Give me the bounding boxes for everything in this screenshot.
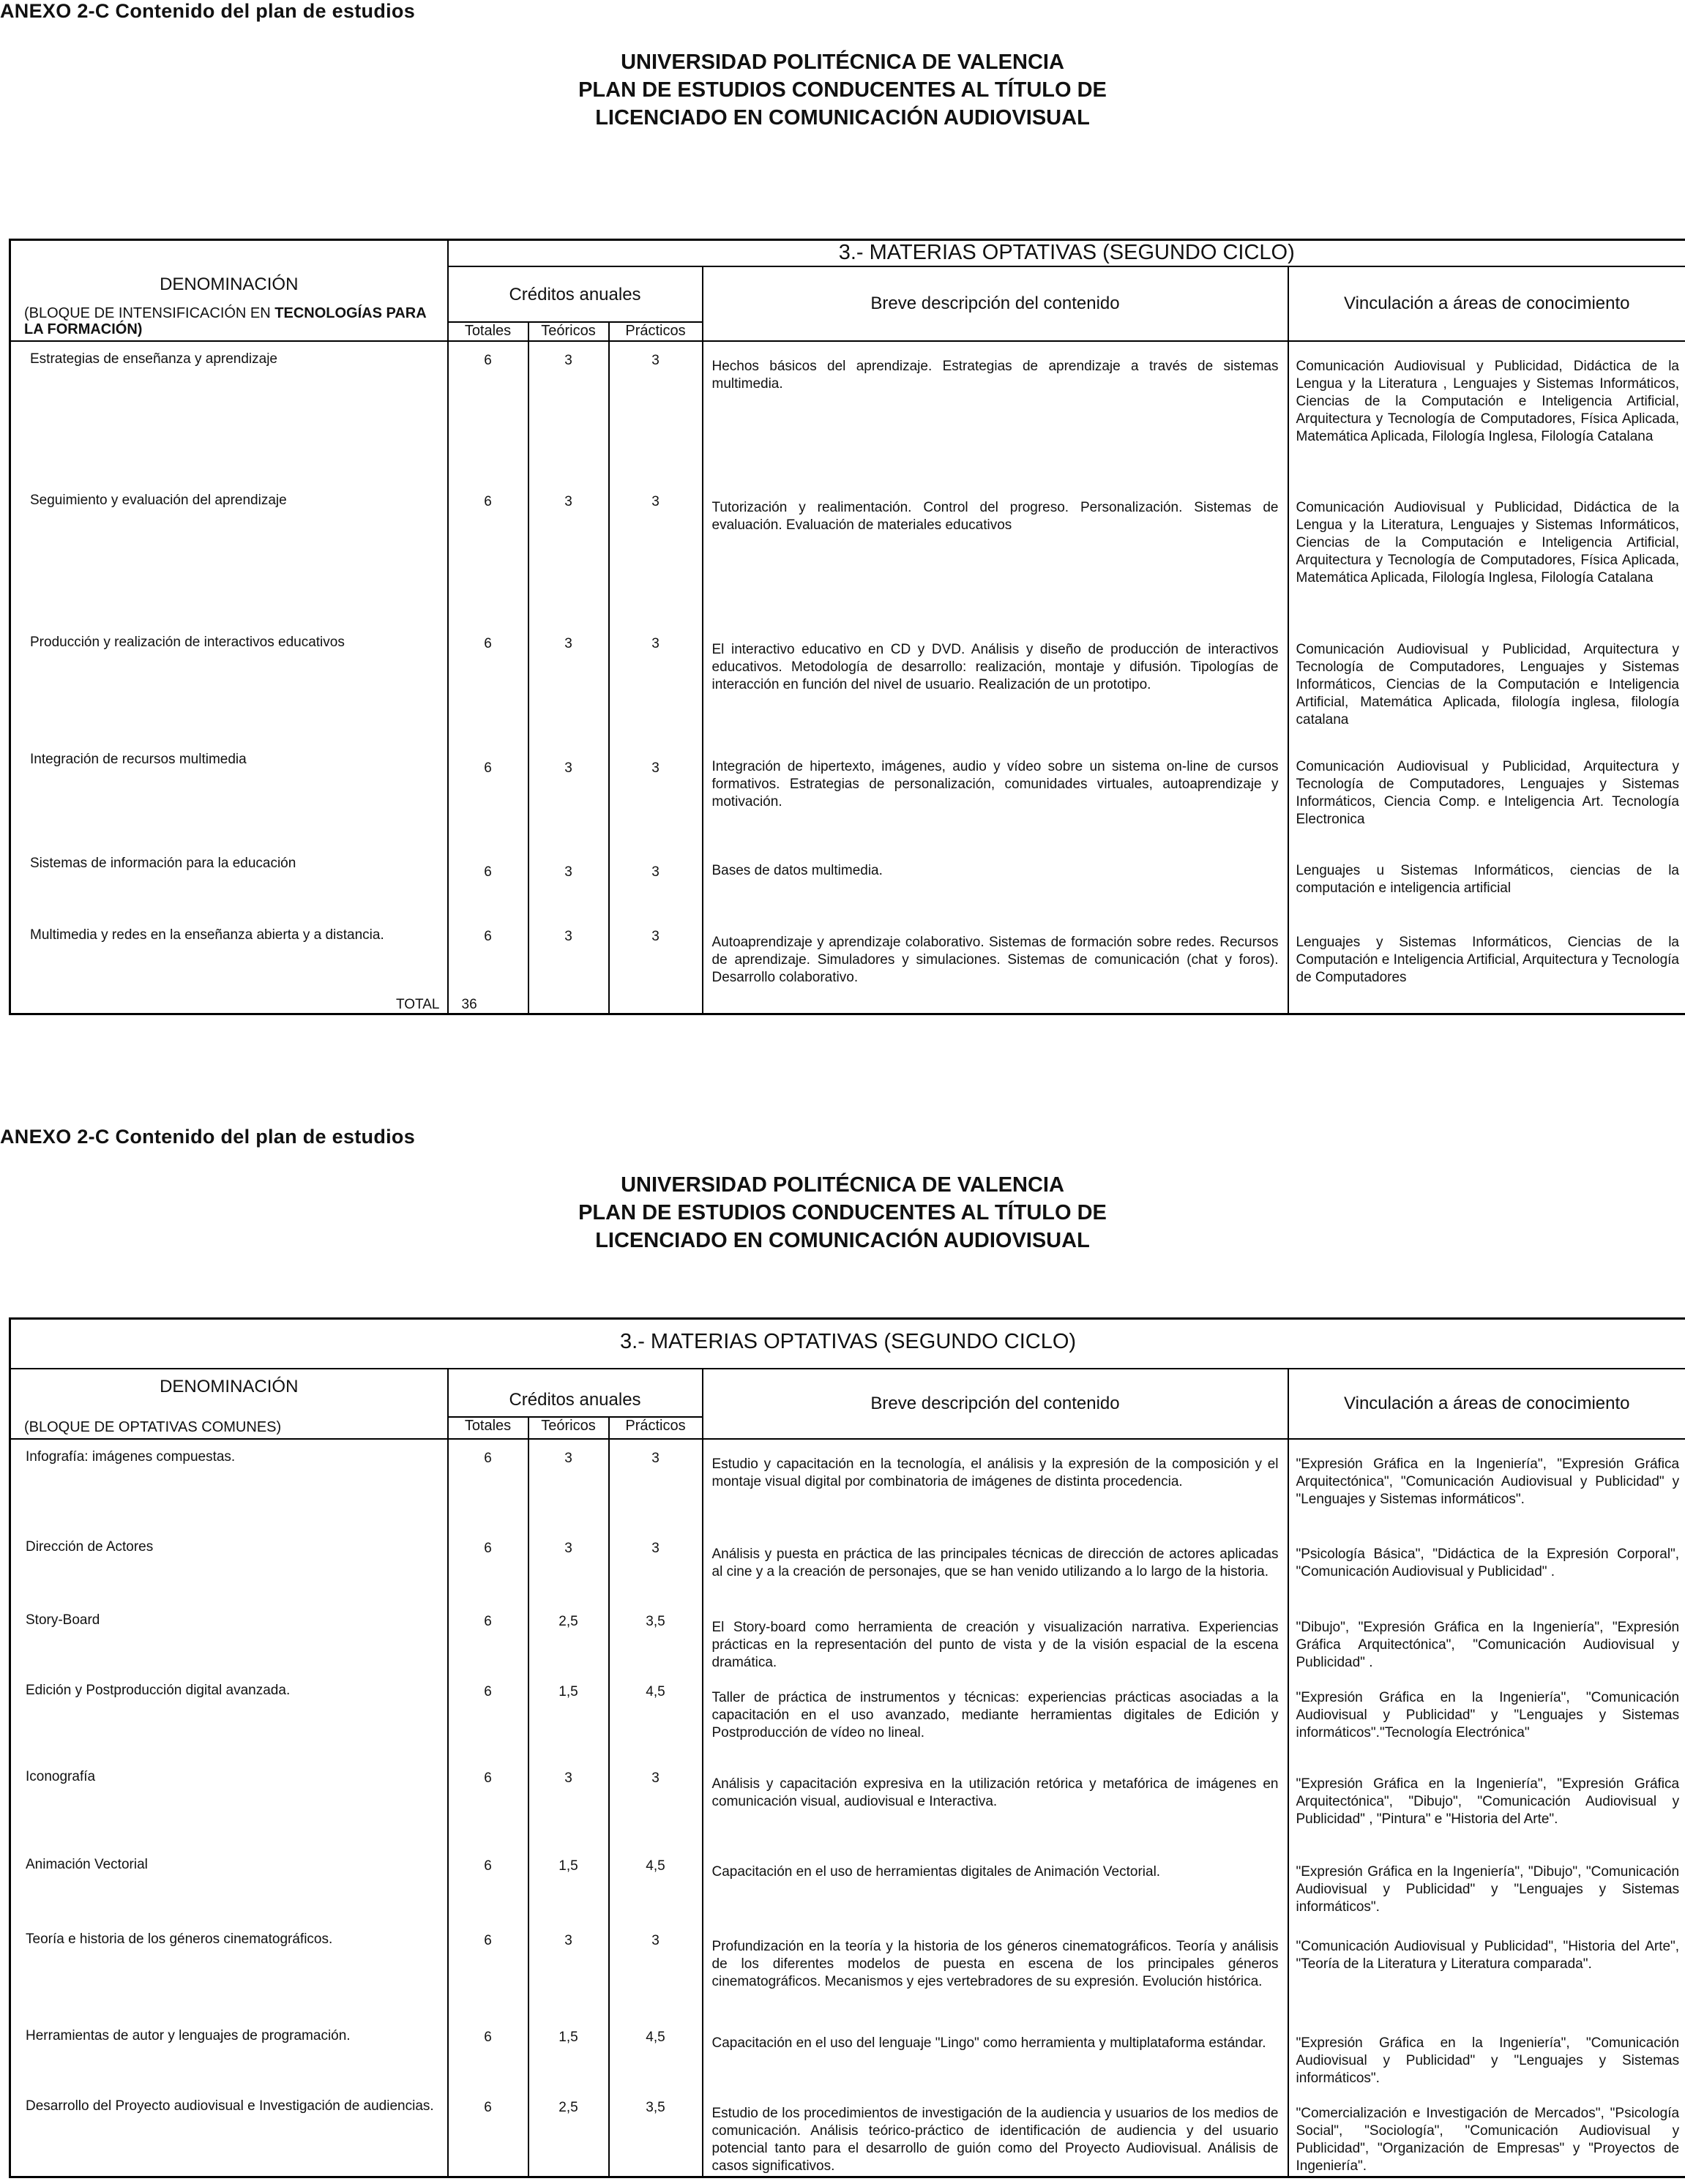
- header-practicos: Prácticos: [609, 322, 703, 341]
- total-value: 36: [448, 991, 528, 1014]
- degree-name: LICENCIADO EN COMUNICACIÓN AUDIOVISUAL: [595, 1229, 1090, 1252]
- header-totales: Totales: [448, 322, 528, 341]
- total-label: TOTAL: [10, 991, 448, 1014]
- degree-name: LICENCIADO EN COMUNICACIÓN AUDIOVISUAL: [595, 106, 1090, 130]
- table-row: Dirección de Actores 6 3 3 Análisis y puesta en práctica de las principales técnicas de dirección de actores aplicadas al cine y a la creación de personajes, que se han venido utilizando a lo largo de la historia. "Psicología Básica", "Didáctica de la Expresión Corporal", "Comunicación Audiovisual y Publicidad" .: [10, 1530, 1685, 1603]
- block-label: (BLOQUE DE INTENSIFICACIÓN EN TECNOLOGÍAS PARA LA FORMACIÓN): [24, 305, 426, 337]
- header-practicos: Prácticos: [609, 1417, 703, 1439]
- block-label: (BLOQUE DE OPTATIVAS COMUNES): [24, 1419, 282, 1435]
- university-name: UNIVERSIDAD POLITÉCNICA DE VALENCIA: [621, 1173, 1064, 1197]
- header-denominacion: DENOMINACIÓN (BLOQUE DE OPTATIVAS COMUNES): [10, 1369, 448, 1439]
- header-descripcion: Breve descripción del contenido: [703, 266, 1288, 341]
- plan-line: PLAN DE ESTUDIOS CONDUCENTES AL TÍTULO DE: [578, 78, 1107, 102]
- header-creditos: Créditos anuales: [448, 266, 703, 322]
- table-row: Teoría e historia de los géneros cinematográficos. 6 3 3 Profundización en la teoría y la historia de los géneros cinematográficos. Teoría y análisis de los diferentes modelos de puesta en escena de los principales géneros cinematográficos. Mecanismos y ejes vertebradores de su expresión. Evolución histórica. "Comunicación Audiovisual y Publicidad", "Historia del Arte", "Teoría de la Literatura y Literatura comparada".: [10, 1922, 1685, 2019]
- table-row: Producción y realización de interactivos educativos 6 3 3 El interactivo educativo en CD y DVD. Análisis y diseño de producción de interactivos educativos. Metodología de desarrollo: realización, montaje y difusión. Tipologías de interacción en función del nivel de usuario. Realización de un prototipo. Comunicación Audiovisual y Publicidad, Arquitectura y Tecnología de Computadores, Lenguajes y Sistemas Informáticos, Ciencias de la Computación e Inteligencia Artificial, Matemática Aplicada, filología inglesa, filología catalana: [10, 625, 1685, 742]
- table-row: Edición y Postproducción digital avanzada. 6 1,5 4,5 Taller de práctica de instrumentos y técnicas: experiencias prácticas asociadas a la capacitación en el uso avanzado, mediante herramientas digitales de Edición y Postproducción de vídeo no lineal. "Expresión Gráfica en la Ingeniería", "Comunicación Audiovisual y Publicidad" y "Lenguajes y Sistemas informáticos"."Tecnología Electrónica": [10, 1673, 1685, 1759]
- table-row: Multimedia y redes en la enseñanza abierta y a distancia. 6 3 3 Autoaprendizaje y aprendizaje colaborativo. Sistemas de formación sobre redes. Recursos de aprendizaje. Simuladores y simulaciones. Sistemas de comunicación (chat y foros). Desarrollo colaborativo. Lenguajes y Sistemas Informáticos, Ciencias de la Computación e Inteligencia Artificial, Arquitectura y Tecnología de Computadores: [10, 918, 1685, 991]
- table-row: Integración de recursos multimedia 6 3 3 Integración de hipertexto, imágenes, audio y vídeo sobre un sistema on-line de cursos formativos. Estrategias de personalización, comunidades virtuales, autoaprendizaje y motivación. Comunicación Audiovisual y Publicidad, Arquitectura y Tecnología de Computadores, Lenguajes y Sistemas Informáticos, Ciencia Comp. e Inteligencia Art. Tecnología Electronica: [10, 742, 1685, 846]
- annex-heading-1: ANEXO 2-C Contenido del plan de estudios: [0, 0, 416, 22]
- subjects-table-2: [9, 1317, 1685, 2178]
- header-teoricos: Teóricos: [528, 322, 609, 341]
- annex-heading-2: ANEXO 2-C Contenido del plan de estudios: [0, 1126, 416, 1148]
- section-band-title: 3.- MATERIAS OPTATIVAS (SEGUNDO CICLO): [10, 1319, 1685, 1369]
- total-row: [10, 991, 1685, 1014]
- table-row: Estrategias de enseñanza y aprendizaje 6 3 3 Hechos básicos del aprendizaje. Estrategias de aprendizaje a través de sistemas multimedia. Comunicación Audiovisual y Publicidad, Didáctica de la Lengua y la Literatura , Lenguajes y Sistemas Informáticos, Ciencias de la Computación e Inteligencia Artificial, Arquitectura y Tecnología de Computadores, Física Aplicada, Matemática Aplicada, Filología Inglesa, Filología Catalana: [10, 341, 1685, 483]
- table-row: Story-Board 6 2,5 3,5 El Story-board como herramienta de creación y visualización narrativa. Experiencias prácticas en la representación del punto de vista y de la visión espacial de la escena dramática. "Dibujo", "Expresión Gráfica en la Ingeniería", "Expresión Gráfica Arquitectónica", "Comunicación Audiovisual y Publicidad" .: [10, 1603, 1685, 1673]
- section-band-title: 3.- MATERIAS OPTATIVAS (SEGUNDO CICLO): [448, 240, 1685, 267]
- header-creditos: Créditos anuales: [448, 1369, 703, 1417]
- header-descripcion: Breve descripción del contenido: [703, 1369, 1288, 1439]
- document-title-2: [0, 1171, 1685, 1254]
- header-totales: Totales: [448, 1417, 528, 1439]
- table-row: Herramientas de autor y lenguajes de programación. 6 1,5 4,5 Capacitación en el uso del lenguaje "Lingo" como herramienta y multiplataforma estándar. "Expresión Gráfica en la Ingeniería", "Comunicación Audiovisual y Publicidad" y "Lenguajes y Sistemas informáticos".: [10, 2019, 1685, 2089]
- table-row: Infografía: imágenes compuestas. 6 3 3 Estudio y capacitación en la tecnología, el análisis y la expresión de la composición y el montaje visual digital por combinatoria de imágenes de distinta procedencia. "Expresión Gráfica en la Ingeniería", "Expresión Gráfica Arquitectónica", "Comunicación Audiovisual y Publicidad" y "Lenguajes y Sistemas informáticos".: [10, 1439, 1685, 1530]
- header-vinculacion: Vinculación a áreas de conocimiento: [1288, 266, 1685, 341]
- table-row: Animación Vectorial 6 1,5 4,5 Capacitación en el uso de herramientas digitales de Animación Vectorial. "Expresión Gráfica en la Ingeniería", "Dibujo", "Comunicación Audiovisual y Publicidad" y "Lenguajes y Sistemas informáticos".: [10, 1847, 1685, 1922]
- table-row: Desarrollo del Proyecto audiovisual e Investigación de audiencias. 6 2,5 3,5 Estudio de los procedimientos de investigación de la audiencia y usuarios de los medios de comunicación. Análisis teórico-práctico de identificación de audiencia y del usuario potencial tanto para el desarrollo de guión como del Proyecto Audiovisual. Análisis de casos significativos. "Comercialización e Investigación de Mercados", "Psicología Social", "Sociología", "Comunicación Audiovisual y Publicidad", "Organización de Empresas" y "Proyectos de Ingeniería".: [10, 2089, 1685, 2177]
- plan-line: PLAN DE ESTUDIOS CONDUCENTES AL TÍTULO DE: [578, 1201, 1107, 1224]
- table-row: Seguimiento y evaluación del aprendizaje 6 3 3 Tutorización y realimentación. Control del progreso. Personalización. Sistemas de evaluación. Evaluación de materiales educativos Comunicación Audiovisual y Publicidad, Didáctica de la Lengua y la Literatura, Lenguajes y Sistemas Informáticos, Ciencias de la Computación e Inteligencia Artificial, Arquitectura y Tecnología de Computadores, Física Aplicada, Matemática Aplicada, Filología Inglesa, Filología Catalana: [10, 483, 1685, 625]
- subjects-table-1: [9, 239, 1685, 1015]
- university-name: UNIVERSIDAD POLITÉCNICA DE VALENCIA: [621, 51, 1064, 74]
- table-row: Sistemas de información para la educación 6 3 3 Bases de datos multimedia. Lenguajes u Sistemas Informáticos, ciencias de la computación e inteligencia artificial: [10, 846, 1685, 918]
- header-denominacion: DENOMINACIÓN (BLOQUE DE INTENSIFICACIÓN EN TECNOLOGÍAS PARA LA FORMACIÓN): [10, 240, 448, 342]
- header-teoricos: Teóricos: [528, 1417, 609, 1439]
- table-row: Iconografía 6 3 3 Análisis y capacitación expresiva en la utilización retórica y metafórica de imágenes en comunicación visual, audiovisual e Interactiva. "Expresión Gráfica en la Ingeniería", "Expresión Gráfica Arquitectónica", "Dibujo", "Comunicación Audiovisual y Publicidad" , "Pintura" e "Historia del Arte".: [10, 1759, 1685, 1847]
- document-title-1: [0, 48, 1685, 132]
- header-vinculacion: Vinculación a áreas de conocimiento: [1288, 1369, 1685, 1439]
